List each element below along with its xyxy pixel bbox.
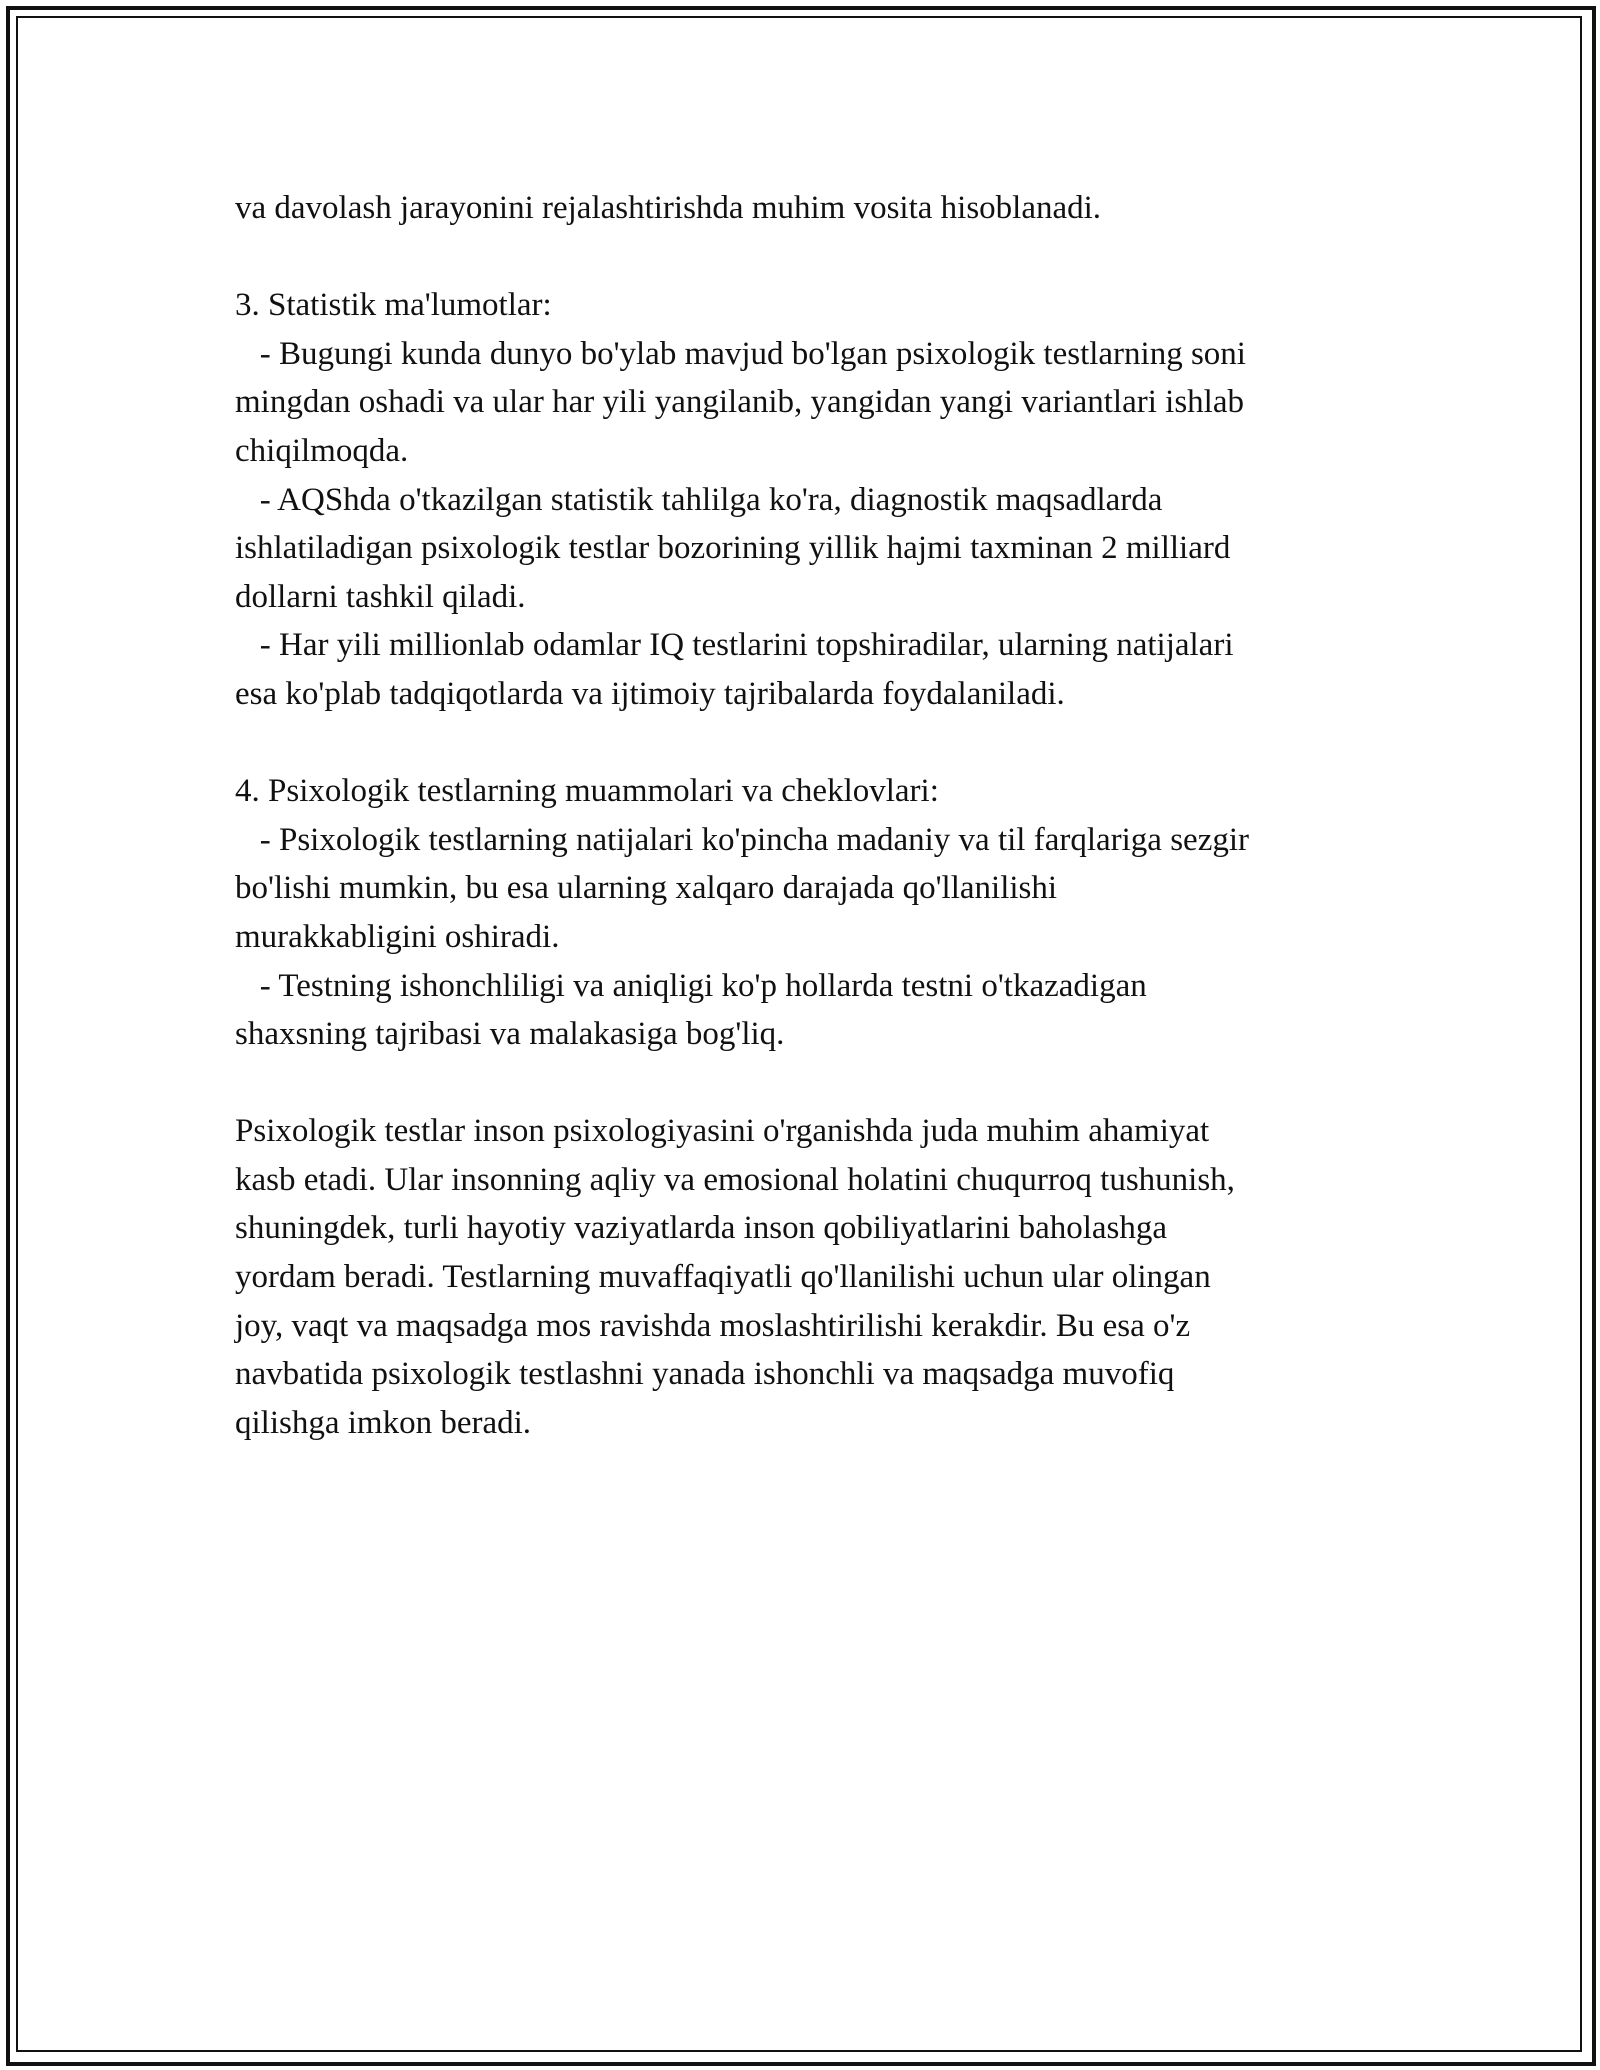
- conclusion-line: navbatida psixologik testlashni yanada ishonchli va maqsadga muvofiq: [235, 1356, 1175, 1393]
- bullet-line: esa ko'plab tadqiqotlarda va ijtimoiy tajribalarda foydalaniladi.: [235, 675, 1065, 712]
- bullet-line: - Bugungi kunda dunyo bo'ylab mavjud bo'lgan psixologik testlarning soni: [235, 335, 1246, 372]
- spacer: [235, 1059, 1380, 1108]
- document-body: [235, 184, 1380, 1447]
- bullet-line: bo'lishi mumkin, bu esa ularning xalqaro darajada qo'llanilishi: [235, 870, 1058, 907]
- bullet-line: - Testning ishonchliligi va aniqligi ko'p hollarda testni o'tkazadigan: [235, 967, 1147, 1004]
- conclusion-line: joy, vaqt va maqsadga mos ravishda moslashtirilishi kerakdir. Bu esa o'z: [235, 1307, 1191, 1344]
- conclusion-line: kasb etadi. Ular insonning aqliy va emosional holatini chuqurroq tushunish,: [235, 1161, 1235, 1198]
- continuation-line: va davolash jarayonini rejalashtirishda muhim vosita hisoblanadi.: [235, 190, 1102, 226]
- bullet-line: shaxsning tajribasi va malakasiga bog'liq.: [235, 1016, 785, 1053]
- bullet-line: chiqilmoqda.: [235, 432, 409, 469]
- bullet-line: ishlatiladigan psixologik testlar bozorining yillik hajmi taxminan 2 milliard: [235, 530, 1231, 567]
- conclusion-line: Psixologik testlar inson psixologiyasini o'rganishda juda muhim ahamiyat: [235, 1113, 1210, 1150]
- section-3-heading: 3. Statistik ma'lumotlar:: [235, 287, 552, 324]
- bullet-line: - Psixologik testlarning natijalari ko'pincha madaniy va til farqlariga sezgir: [235, 821, 1249, 858]
- spacer: [235, 233, 1380, 282]
- bullet-line: dollarni tashkil qiladi.: [235, 578, 526, 615]
- bullet-line: - Har yili millionlab odamlar IQ testlarini topshiradilar, ularning natijalari: [235, 627, 1234, 664]
- bullet-line: murakkabligini oshiradi.: [235, 918, 560, 955]
- section-4-heading: 4. Psixologik testlarning muammolari va cheklovlari:: [235, 773, 939, 810]
- conclusion-line: shuningdek, turli hayotiy vaziyatlarda inson qobiliyatlarini baholashga: [235, 1210, 1168, 1247]
- spacer: [235, 719, 1380, 768]
- bullet-line: mingdan oshadi va ular har yili yangilanib, yangidan yangi variantlari ishlab: [235, 384, 1244, 421]
- bullet-line: - AQShda o'tkazilgan statistik tahlilga ko'ra, diagnostik maqsadlarda: [235, 481, 1163, 518]
- conclusion-line: yordam beradi. Testlarning muvaffaqiyatli qo'llanilishi uchun ular olingan: [235, 1259, 1211, 1296]
- conclusion-line: qilishga imkon beradi.: [235, 1404, 532, 1441]
